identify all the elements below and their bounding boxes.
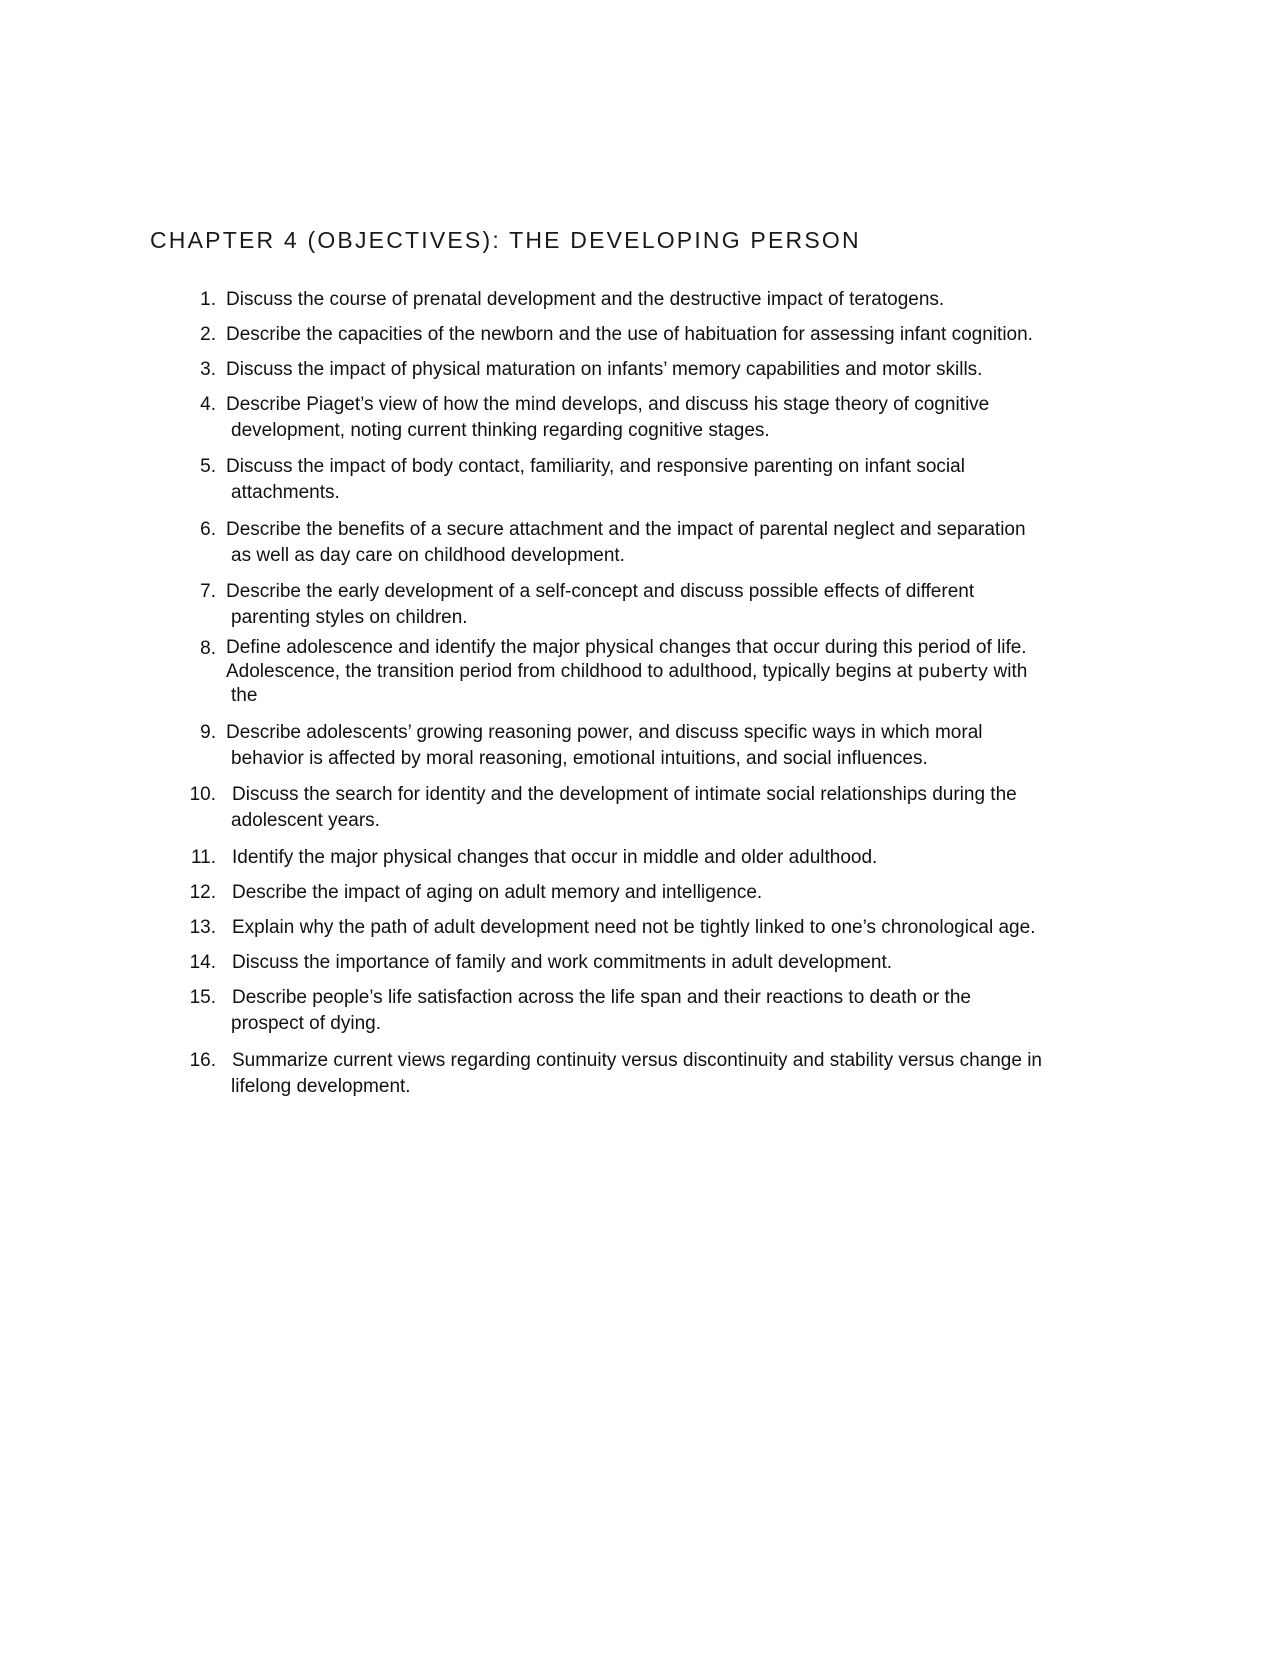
objective-text: Discuss the impact of physical maturation on infants’ memory capabilities and motor skills. [226,359,983,380]
definition-text-before: Adolescence, the transition period from childhood to adulthood, typically begins at [226,661,918,682]
glossary-term: puberty [917,661,989,682]
objective-number: 11. [190,847,216,868]
objective-text-continuation: the [231,685,258,706]
objective-text: Describe the capacities of the newborn and the use of habituation for assessing infant cognition. [226,324,1033,345]
objective-number: 1. [200,289,216,310]
objective-text: Identify the major physical changes that occur in middle and older adulthood. [232,847,878,868]
definition-text-after: with [988,661,1028,682]
objective-number: 10. [189,784,216,805]
objective-text-continuation: adolescent years. [231,810,380,831]
objective-text: Discuss the impact of body contact, familiarity, and responsive parenting on infant social [226,456,965,477]
objective-text: Describe Piaget’s view of how the mind develops, and discuss his stage theory of cognitive [226,394,990,415]
objective-text: Summarize current views regarding continuity versus discontinuity and stability versus change in [232,1050,1042,1071]
objective-text: Describe adolescents’ growing reasoning power, and discuss specific ways in which moral [226,722,983,743]
objective-number: 9. [200,722,216,743]
objective-number: 6. [200,519,216,540]
objective-number: 2. [200,324,216,345]
objective-text: Discuss the search for identity and the development of intimate social relationships during the [232,784,1017,805]
page-title: CHAPTER 4 (OBJECTIVES): THE DEVELOPING PERSON [150,227,861,253]
objective-text: Describe the early development of a self-concept and discuss possible effects of different [226,581,975,602]
objective-text: Describe the impact of aging on adult memory and intelligence. [232,882,763,903]
objective-text: Describe the benefits of a secure attachment and the impact of parental neglect and separation [226,519,1026,540]
objective-text: Define adolescence and identify the major physical changes that occur during this period of life. [226,637,1027,658]
objective-number: 8. [200,638,216,659]
objective-number: 7. [200,581,216,602]
objective-number: 3. [200,359,216,380]
objective-text: Discuss the course of prenatal development and the destructive impact of teratogens. [226,289,945,310]
objective-text-continuation: development, noting current thinking regarding cognitive stages. [231,420,770,441]
objective-text-continuation: lifelong development. [231,1076,411,1097]
objective-number: 13. [189,917,216,938]
objective-text: Discuss the importance of family and work commitments in adult development. [232,952,892,973]
objective-number: 5. [200,456,216,477]
objective-text-continuation: prospect of dying. [231,1013,381,1034]
objective-number: 15. [189,987,216,1008]
objective-text-continuation: behavior is affected by moral reasoning, emotional intuitions, and social influences. [231,748,928,769]
objective-text: Describe people’s life satisfaction across the life span and their reactions to death or the [232,987,971,1008]
objective-text-continuation: as well as day care on childhood development. [231,545,625,566]
objective-definition-line [226,660,1027,684]
objective-number: 14. [189,952,216,973]
objective-text: Explain why the path of adult development need not be tightly linked to one’s chronological age. [232,917,1036,938]
objective-number: 4. [200,394,216,415]
objective-text-continuation: parenting styles on children. [231,607,468,628]
objective-text-continuation: attachments. [231,482,340,503]
objective-number: 12. [189,882,216,903]
objective-number: 16. [189,1050,216,1071]
